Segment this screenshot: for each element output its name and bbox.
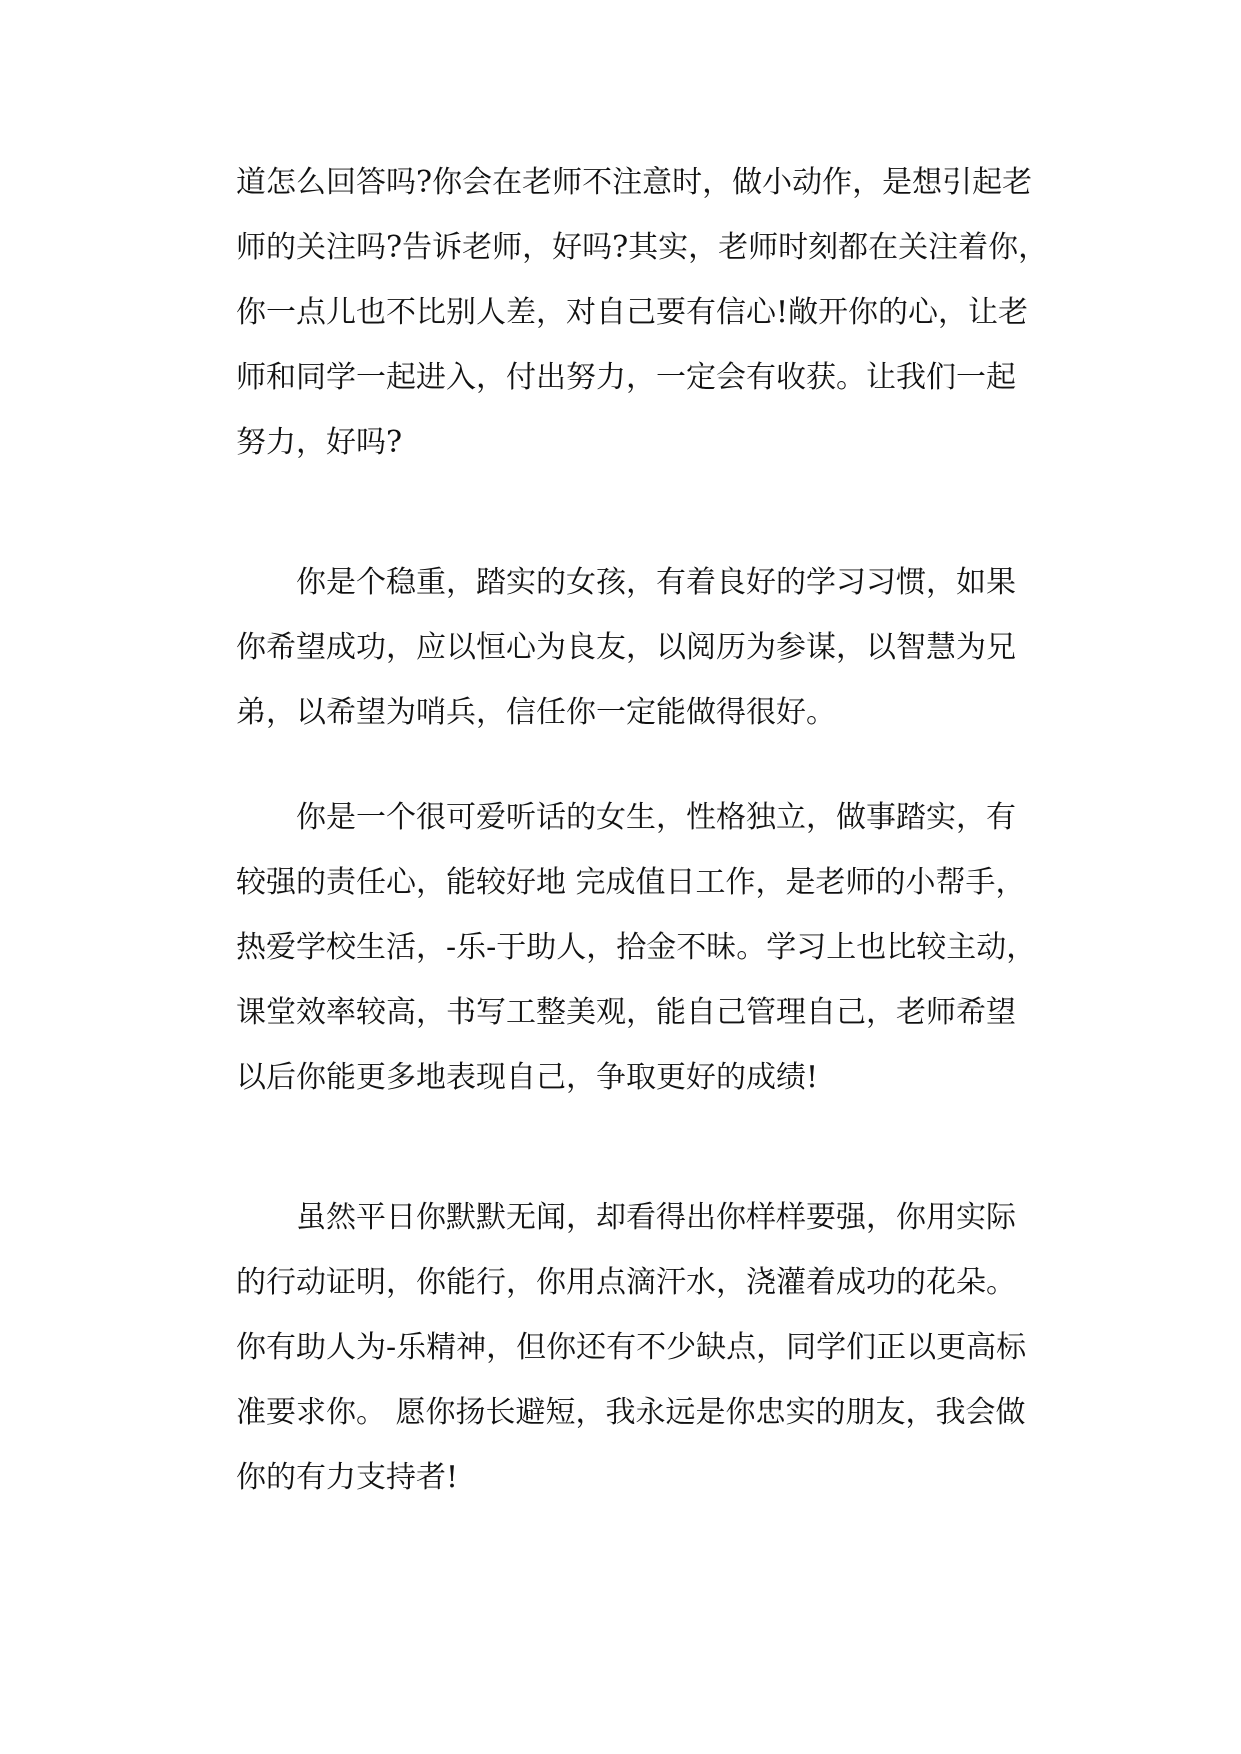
paragraph-line: 你是一个很可爱听话的女生，性格独立，做事踏实，有 <box>296 800 1016 835</box>
paragraph-3 <box>236 785 1037 1110</box>
paragraph-2 <box>236 550 1016 745</box>
paragraph-line: 你希望成功，应以恒心为良友，以阅历为参谋，以智慧为兄 <box>236 630 1016 665</box>
paragraph-line: 你一点儿也不比别人差，对自己要有信心!敞开你的心，让老 <box>236 295 1029 330</box>
paragraph-line: 准要求你。 愿你扬长避短，我永远是你忠实的朋友，我会做 <box>236 1395 1026 1430</box>
paragraph-line: 弟，以希望为哨兵，信任你一定能做得很好。 <box>236 695 836 730</box>
paragraph-line: 的行动证明，你能行，你用点滴汗水，浇灌着成功的花朵。 <box>236 1265 1016 1300</box>
paragraph-line: 师和同学一起进入，付出努力，一定会有收获。让我们一起 <box>236 360 1016 395</box>
paragraph-line: 较强的责任心，能较好地 完成值日工作，是老师的小帮手， <box>236 865 1026 900</box>
paragraph-line: 道怎么回答吗?你会在老师不注意时，做小动作，是想引起老 <box>236 165 1033 200</box>
paragraph-line: 你是个稳重，踏实的女孩，有着良好的学习习惯，如果 <box>296 565 1016 600</box>
paragraph-line: 你的有力支持者! <box>236 1460 459 1495</box>
paragraph-line: 虽然平日你默默无闻，却看得出你样样要强，你用实际 <box>296 1200 1016 1235</box>
paragraph-line: 师的关注吗?告诉老师，好吗?其实，老师时刻都在关注着你， <box>236 230 1049 265</box>
paragraph-1 <box>236 150 1049 475</box>
paragraph-line: 热爱学校生活，-乐-于助人，拾金不昧。学习上也比较主动， <box>236 930 1037 965</box>
paragraph-4 <box>236 1185 1027 1510</box>
paragraph-line: 以后你能更多地表现自己，争取更好的成绩! <box>236 1060 819 1095</box>
paragraph-line: 课堂效率较高，书写工整美观，能自己管理自己，老师希望 <box>236 995 1016 1030</box>
paragraph-line: 努力，好吗? <box>236 425 403 460</box>
paragraph-line: 你有助人为-乐精神，但你还有不少缺点，同学们正以更高标 <box>236 1330 1027 1365</box>
